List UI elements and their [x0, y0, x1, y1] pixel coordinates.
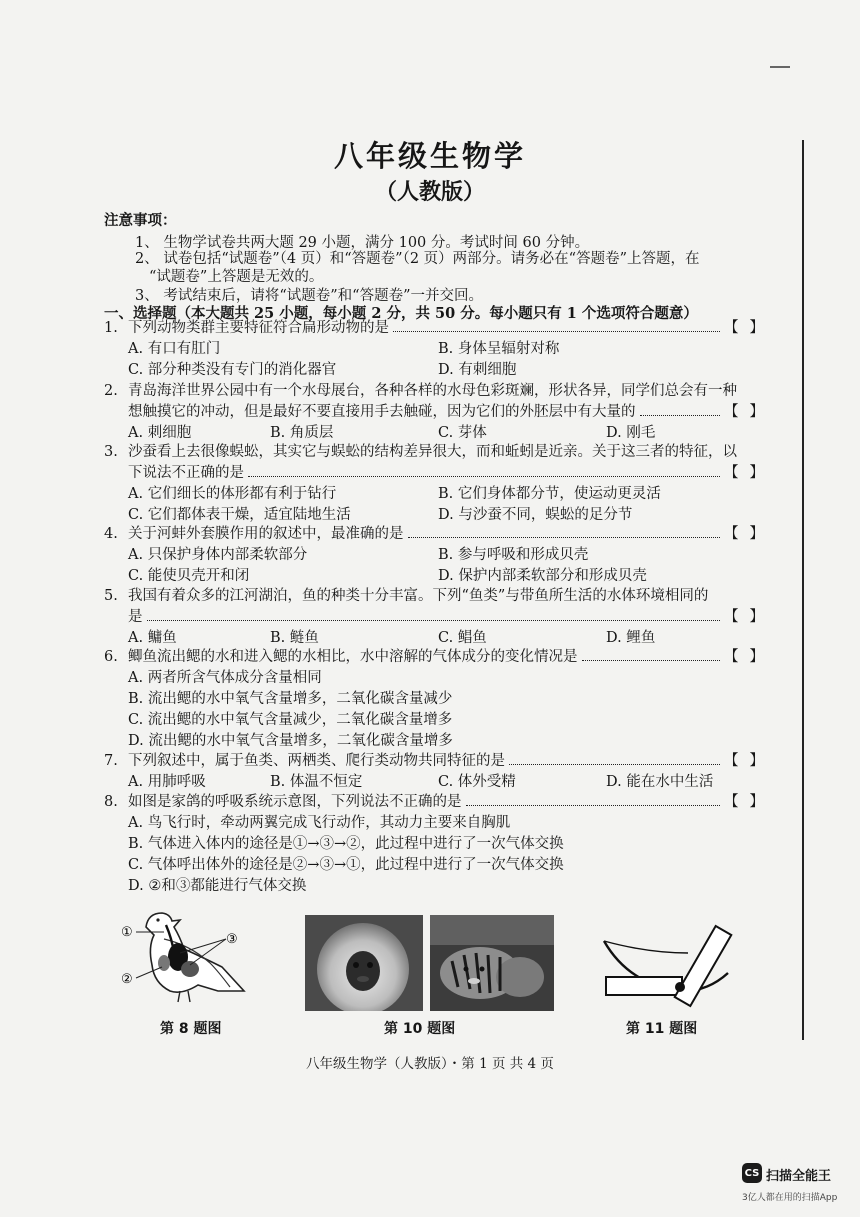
- question-1: [104, 318, 764, 381]
- option-c: C. 流出鳃的水中氧气含量减少，二氧化碳含量增多: [128, 712, 453, 728]
- dot-leader: [147, 619, 721, 621]
- camscanner-logo: CS: [742, 1163, 762, 1183]
- question-4: [104, 524, 764, 587]
- question-6: [104, 647, 764, 752]
- option-b: B. 流出鳃的水中氧气含量增多，二氧化碳含量减少: [128, 691, 453, 707]
- question-stem: 关于河蚌外套膜作用的叙述中，最准确的是: [128, 526, 404, 542]
- figure-11-caption: 第 11 题图: [626, 1021, 698, 1037]
- question-number: 8.: [104, 794, 118, 810]
- question-stem: 下列动物类群主要特征符合扁形动物的是: [128, 320, 389, 336]
- option-a: A. 有口有肛门: [128, 341, 221, 357]
- answer-bracket: 【 】: [724, 465, 764, 481]
- option-c: C. 部分种类没有专门的消化器官: [128, 362, 337, 378]
- monkey-photo: [305, 915, 423, 1011]
- option-c: C. 芽体: [438, 425, 487, 441]
- dot-leader: [582, 659, 721, 661]
- option-d: D. 与沙蚕不同，蜈蚣的足分节: [438, 507, 633, 523]
- dot-leader: [248, 475, 720, 477]
- option-b: B. 它们身体都分节，使运动更灵活: [438, 486, 661, 502]
- dot-leader: [466, 804, 721, 806]
- option-d: D. 能在水中生活: [606, 774, 714, 790]
- option-c: C. 气体呼出体外的途径是②→③→①，此过程中进行了一次气体交换: [128, 857, 564, 873]
- option-b: B. 参与呼吸和形成贝壳: [438, 547, 589, 563]
- note-item: 2、 试卷包括“试题卷”（4 页）和“答题卷”（2 页）两部分。请务必在“答题卷”上答题，在: [135, 251, 700, 267]
- dot-leader: [509, 763, 720, 765]
- option-d: D. 有刺细胞: [438, 362, 517, 378]
- option-b: B. 体温不恒定: [270, 774, 363, 790]
- answer-bracket: 【 】: [724, 649, 764, 665]
- question-number: 7.: [104, 753, 118, 769]
- option-b: B. 鲢鱼: [270, 630, 319, 646]
- option-a: A. 鳙鱼: [128, 630, 177, 646]
- joint-lever-figure: [598, 923, 738, 1013]
- option-d: D. 鲤鱼: [606, 630, 656, 646]
- option-a: A. 用肺呼吸: [128, 774, 206, 790]
- answer-bracket: 【 】: [724, 526, 764, 542]
- question-number: 5.: [104, 588, 118, 604]
- air-sac-rear: [181, 961, 199, 977]
- camscanner-name: 扫描全能王: [766, 1169, 832, 1184]
- option-a: A. 它们细长的体形都有利于钻行: [128, 486, 337, 502]
- option-b: B. 角质层: [270, 425, 334, 441]
- figure-8-caption: 第 8 题图: [160, 1021, 222, 1037]
- page-footer: 八年级生物学（人教版）・第 1 页 共 4 页: [306, 1056, 554, 1072]
- label-2: ②: [121, 972, 133, 987]
- figure-10-caption: 第 10 题图: [384, 1021, 456, 1037]
- question-stem: 下列叙述中，属于鱼类、两栖类、爬行类动物共同特征的是: [128, 753, 505, 769]
- answer-bracket: 【 】: [724, 753, 764, 769]
- eye: [156, 918, 159, 921]
- question-stem: 如图是家鸽的呼吸系统示意图，下列说法不正确的是: [128, 794, 462, 810]
- pivot: [675, 982, 685, 992]
- question-number: 6.: [104, 649, 118, 665]
- option-a: A. 刺细胞: [128, 425, 192, 441]
- option-c: C. 体外受精: [438, 774, 516, 790]
- option-d: D. 保护内部柔软部分和形成贝壳: [438, 568, 647, 584]
- option-c: C. 鲳鱼: [438, 630, 487, 646]
- section-title: 一、选择题（本大题共 25 小题，每小题 2 分，共 50 分。每小题只有 1 个选项符合题意）: [104, 305, 698, 322]
- question-stem: 鲫鱼流出鳃的水和进入鳃的水相比，水中溶解的气体成分的变化情况是: [128, 649, 578, 665]
- option-c: C. 它们都体表干燥，适宜陆地生活: [128, 507, 351, 523]
- question-stem: 沙蚕看上去很像蜈蚣，其实它与蜈蚣的结构差异很大，而和蚯蚓是近亲。关于这三者的特征，以: [128, 444, 737, 460]
- question-stem-continued: 是: [128, 609, 143, 625]
- option-d: D. 流出鳃的水中氧气含量增多，二氧化碳含量增多: [128, 733, 453, 749]
- angled-bar: [675, 926, 732, 1006]
- question-number: 3.: [104, 444, 118, 460]
- option-a: A. 只保护身体内部柔软部分: [128, 547, 308, 563]
- leader-line: [180, 939, 226, 953]
- question-8: [104, 792, 764, 897]
- answer-bracket: 【 】: [724, 609, 764, 625]
- question-number: 2.: [104, 383, 118, 399]
- pigeon-respiratory-figure: [118, 905, 278, 1010]
- pigeon-body: [146, 913, 244, 992]
- question-5: [104, 586, 764, 649]
- tiger-photo: [430, 915, 554, 1011]
- question-number: 4.: [104, 526, 118, 542]
- label-3: ③: [226, 932, 238, 947]
- answer-bracket: 【 】: [724, 404, 764, 420]
- dot-leader: [408, 536, 721, 538]
- page-subtitle: （人教版）: [374, 179, 485, 205]
- option-b: B. 身体呈辐射对称: [438, 341, 560, 357]
- dot-leader: [640, 414, 721, 416]
- air-sac-front: [158, 955, 170, 971]
- dot-leader: [393, 330, 720, 332]
- question-stem: 青岛海洋世界公园中有一个水母展台，各种各样的水母色彩斑斓，形状各异，同学们总会有一种: [128, 383, 737, 399]
- leg: [188, 991, 190, 1002]
- notes-heading: 注意事项：: [104, 212, 177, 229]
- question-stem-continued: 下说法不正确的是: [128, 465, 244, 481]
- question-stem: 我国有着众多的江河湖泊，鱼的种类十分丰富。下列“鱼类”与带鱼所生活的水体环境相同的: [128, 588, 709, 604]
- label-1: ①: [121, 925, 133, 940]
- option-d: D. 刚毛: [606, 425, 656, 441]
- question-stem-continued: 想触摸它的冲动，但是最好不要直接用手去触碰，因为它们的外胚层中有大量的: [128, 404, 636, 420]
- question-number: 1.: [104, 320, 118, 336]
- option-c: C. 能使贝壳开和闭: [128, 568, 250, 584]
- note-item: 3、 考试结束后，请将“试题卷”和“答题卷”一并交回。: [135, 288, 483, 304]
- horizontal-bar: [606, 977, 682, 995]
- question-2: [104, 381, 764, 444]
- option-a: A. 两者所含气体成分含量相同: [128, 670, 322, 686]
- question-7: [104, 751, 764, 793]
- note-item: 1、 生物学试卷共两大题 29 小题，满分 100 分。考试时间 60 分钟。: [135, 235, 590, 251]
- binding-line: [802, 140, 804, 1040]
- edge-mark: [770, 66, 790, 68]
- page-title: 八年级生物学: [333, 139, 526, 173]
- camscanner-tagline: 3亿人都在用的扫描App: [742, 1193, 838, 1203]
- answer-bracket: 【 】: [724, 794, 764, 810]
- option-d: D. ②和③都能进行气体交换: [128, 878, 307, 894]
- answer-bracket: 【 】: [724, 320, 764, 336]
- option-b: B. 气体进入体内的途径是①→③→②，此过程中进行了一次气体交换: [128, 836, 564, 852]
- question-3: [104, 442, 764, 526]
- option-a: A. 鸟飞行时，牵动两翼完成飞行动作，其动力主要来自胸肌: [128, 815, 511, 831]
- note-item: “试题卷”上答题是无效的。: [149, 269, 324, 285]
